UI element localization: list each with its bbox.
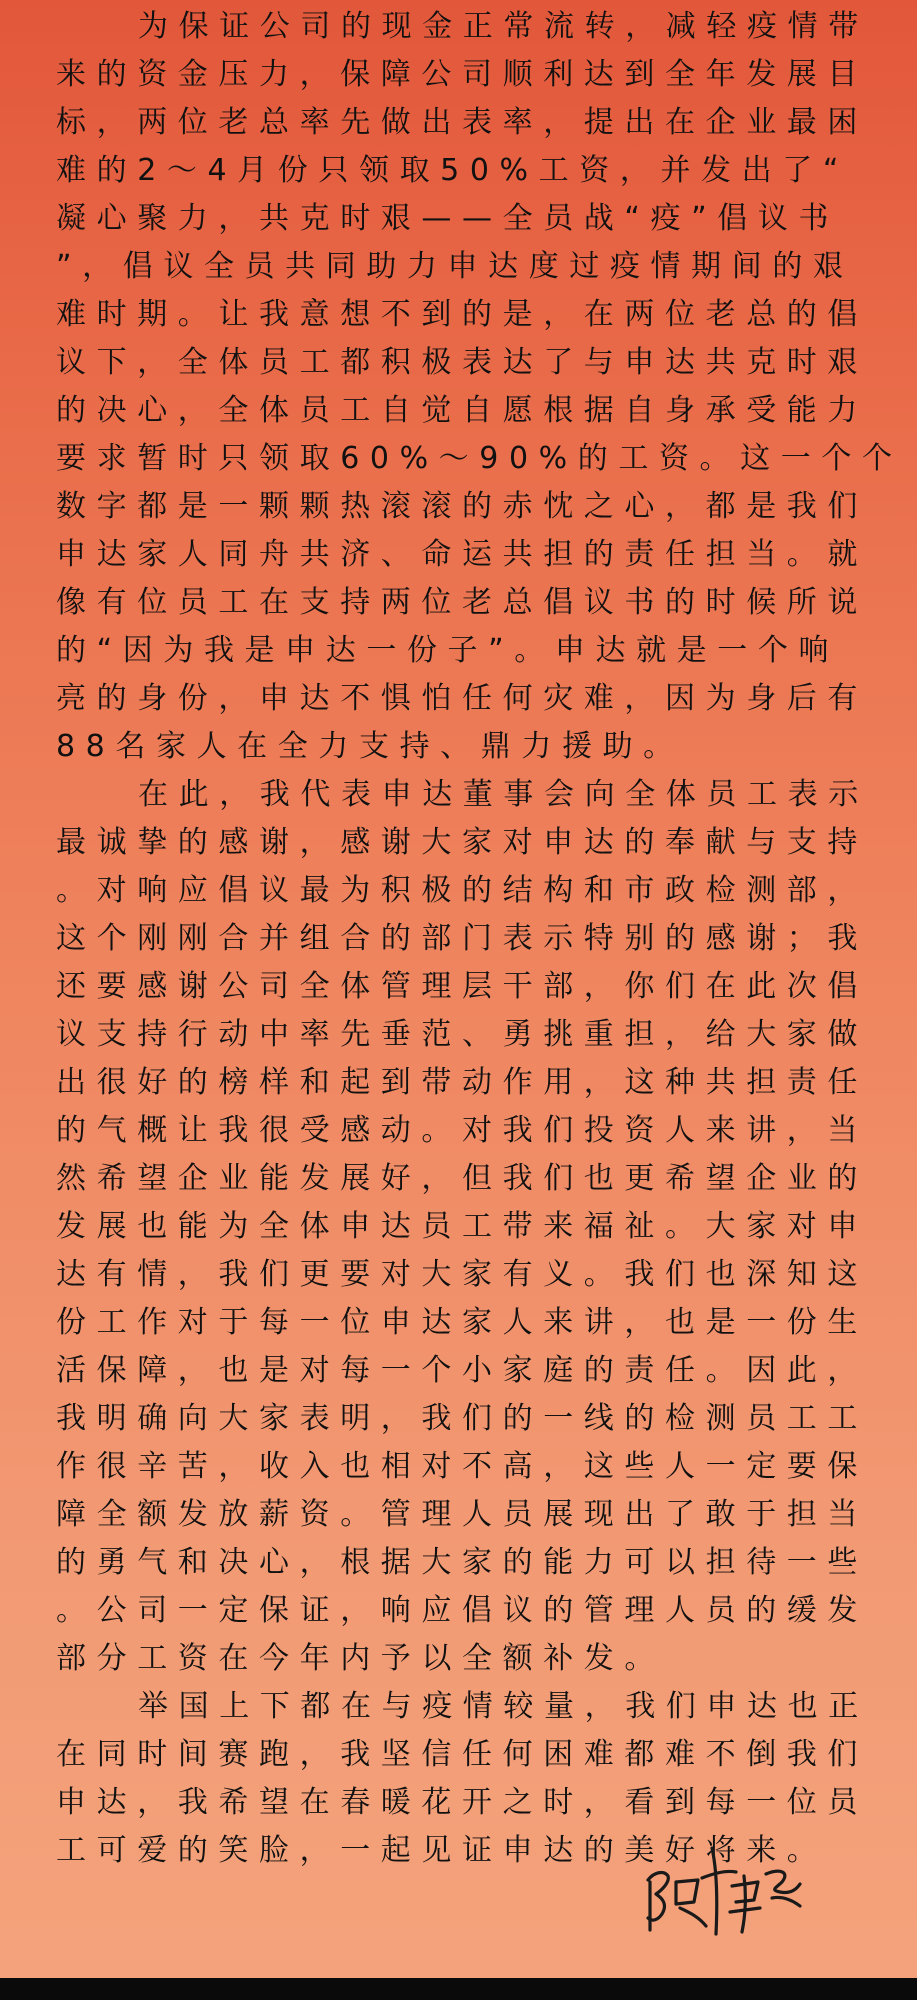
paragraph-2-line: 还要感谢公司全体管理层干部，你们在此次倡 [56,969,868,1004]
paragraph-1-line: 要求暂时只领取60%～90%的工资。这一个个 [56,441,903,476]
paragraph-1-line: 难的2～4月份只领取50%工资，并发出了“ [56,153,849,188]
paragraph-2-line: 作很辛苦，收入也相对不高，这些人一定要保 [56,1449,868,1484]
paragraph-2-line: 份工作对于每一位申达家人来讲，也是一份生 [56,1305,868,1340]
paragraph-1-line: 数字都是一颗颗热滚滚的赤忱之心，都是我们 [56,489,868,524]
paragraph-2-line: 。公司一定保证，响应倡议的管理人员的缓发 [56,1593,868,1628]
handwritten-signature [640,1842,830,1942]
paragraph-2-line: 的气概让我很受感动。对我们投资人来讲，当 [56,1113,868,1148]
paragraph-2-line: 议支持行动中率先垂范、勇挑重担，给大家做 [56,1017,868,1052]
paragraph-2-line: 在此，我代表申达董事会向全体员工表示 [138,777,869,812]
paragraph-2-line: 达有情，我们更要对大家有义。我们也深知这 [56,1257,868,1292]
paragraph-3-line: 申达，我希望在春暖花开之时，看到每一位员 [56,1785,868,1820]
paragraph-1-line: 申达家人同舟共济、命运共担的责任担当。就 [56,537,868,572]
paragraph-1-line: 标，两位老总率先做出表率，提出在企业最困 [56,105,868,140]
paragraph-2-line: 的勇气和决心，根据大家的能力可以担待一些 [56,1545,868,1580]
paragraph-1-line: 的决心，全体员工自觉自愿根据自身承受能力 [56,393,868,428]
paragraph-2-line: 这个刚刚合并组合的部门表示特别的感谢；我 [56,921,868,956]
paragraph-1-line: 议下，全体员工都积极表达了与申达共克时艰 [56,345,868,380]
paragraph-3-line: 在同时间赛跑，我坚信任何困难都难不倒我们 [56,1737,868,1772]
paragraph-1-line: 为保证公司的现金正常流转，减轻疫情带 [138,9,869,44]
paragraph-1-line: 凝心聚力，共克时艰——全员战“疫”倡议书 [56,201,840,236]
paragraph-3-line: 工可爱的笑脸，一起见证申达的美好将来。 [56,1833,828,1868]
paragraph-2-line: 出很好的榜样和起到带动作用，这种共担责任 [56,1065,868,1100]
paragraph-1-line: 亮的身份，申达不惧怕任何灾难，因为身后有 [56,681,868,716]
paragraph-1-line: ”，倡议全员共同助力申达度过疫情期间的艰 [56,249,854,284]
paragraph-1-line: 难时期。让我意想不到的是，在两位老总的倡 [56,297,868,332]
paragraph-2-line: 然希望企业能发展好，但我们也更希望企业的 [56,1161,868,1196]
paragraph-2-line: 障全额发放薪资。管理人员展现出了敢于担当 [56,1497,868,1532]
paragraph-1-line: 88名家人在全力支持、鼎力援助。 [56,729,684,764]
paragraph-2-line: 。对响应倡议最为积极的结构和市政检测部， [56,873,868,908]
paragraph-3-line: 举国上下都在与疫情较量，我们申达也正 [138,1689,869,1724]
paragraph-2-line: 发展也能为全体申达员工带来福祉。大家对申 [56,1209,868,1244]
paragraph-2-line: 部分工资在今年内予以全额补发。 [56,1641,665,1676]
paragraph-1-line: 像有位员工在支持两位老总倡议书的时候所说 [56,585,868,620]
paragraph-2-line: 我明确向大家表明，我们的一线的检测员工工 [56,1401,868,1436]
paragraph-2-line: 最诚挚的感谢，感谢大家对申达的奉献与支持 [56,825,868,860]
paragraph-1-line: 来的资金压力，保障公司顺利达到全年发展目 [56,57,868,92]
bottom-bar [0,1978,917,2000]
paragraph-1-line: 的“因为我是申达一份子”。申达就是一个响 [56,633,840,668]
paragraph-2-line: 活保障，也是对每一个小家庭的责任。因此， [56,1353,868,1388]
